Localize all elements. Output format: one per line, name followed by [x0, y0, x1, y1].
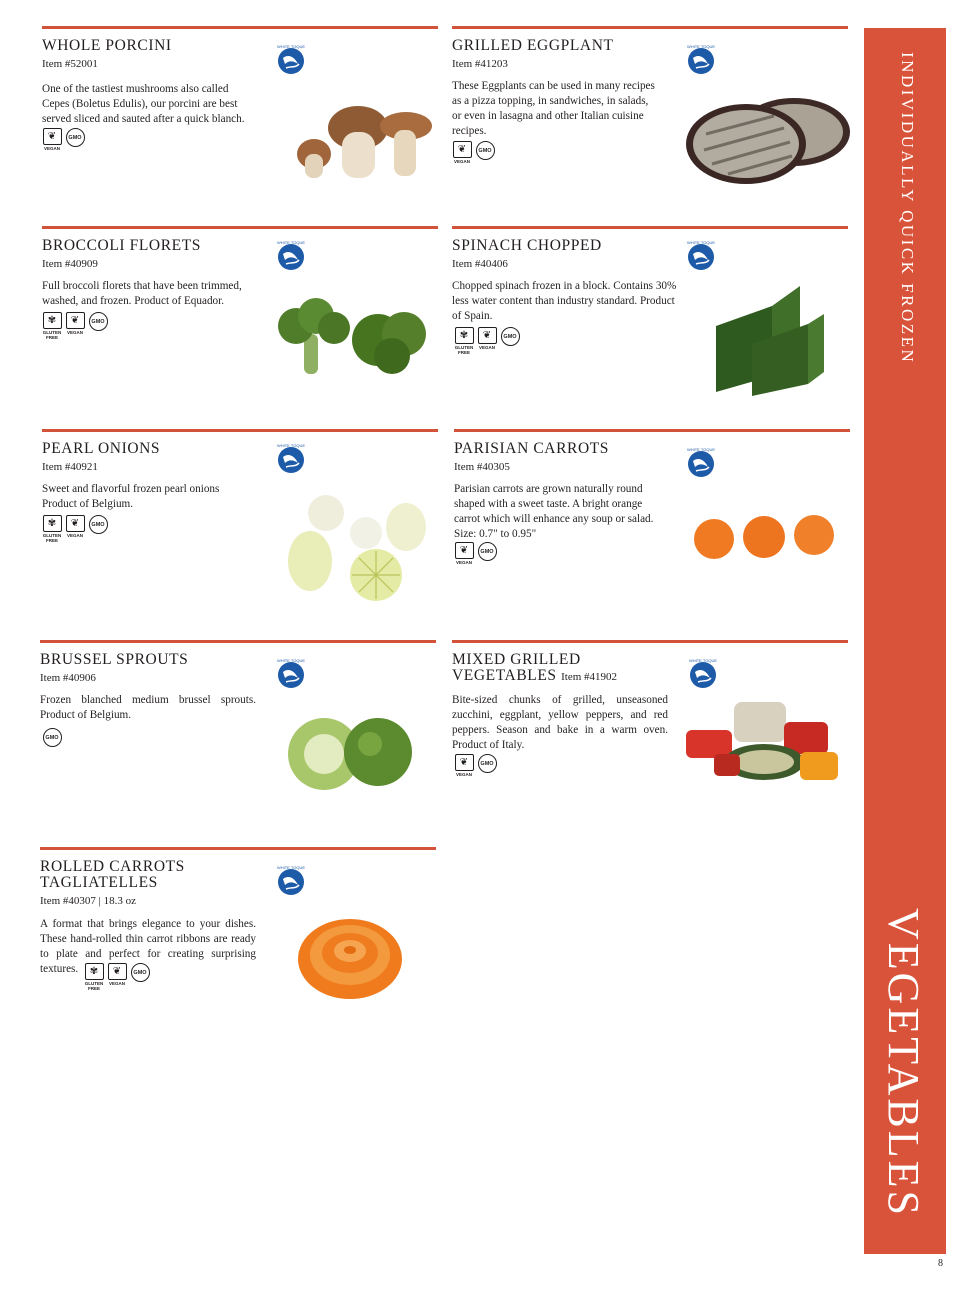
non-gmo-badge: GMO	[477, 542, 497, 561]
diet-badges	[454, 327, 520, 355]
divider	[454, 429, 850, 432]
parisian-carrots-image	[690, 513, 850, 563]
vegan-badge: ❦ VEGAN	[42, 128, 62, 151]
category-sidebar	[864, 28, 946, 1254]
svg-text:WHITE TOQUE: WHITE TOQUE	[686, 240, 716, 245]
white-toque-logo-icon	[274, 656, 308, 690]
mixed-grilled-vegetables-image	[684, 696, 844, 790]
product-title: PARISIAN CARROTS	[454, 440, 610, 457]
white-toque-logo-icon	[686, 656, 720, 690]
product-description: One of the tastiest mushrooms also called Cepes (Boletus Edulis), our porcini are best served sliced and sauted after a quick blanch.	[42, 83, 245, 125]
product-title: BRUSSEL SPROUTS	[40, 651, 189, 668]
divider	[452, 226, 848, 229]
divider	[452, 640, 848, 643]
product-title: ROLLED CARROTS TAGLIATELLES	[40, 858, 185, 891]
item-number: Item #41203	[452, 58, 508, 70]
diet-badges	[42, 128, 85, 151]
non-gmo-badge: GMO	[42, 728, 62, 747]
product-card	[42, 26, 438, 206]
item-number: Item #40906	[40, 672, 96, 684]
product-title	[452, 652, 682, 685]
diet-badges	[454, 754, 497, 777]
diet-badges	[452, 141, 495, 164]
item-number: Item #52001	[42, 58, 98, 70]
rolled-carrot-ribbons-image	[296, 911, 404, 1001]
diet-badges	[454, 542, 497, 565]
vegan-badge: ❦ VEGAN	[107, 963, 127, 986]
product-card	[452, 226, 848, 406]
svg-text:WHITE TOQUE: WHITE TOQUE	[276, 865, 306, 870]
spinach-blocks-image	[712, 284, 832, 396]
divider	[42, 226, 438, 229]
gluten-free-badge: ✾ GLUTEN FREE	[42, 515, 62, 543]
broccoli-florets-image	[274, 296, 434, 380]
product-description: A format that brings elegance to your dishes. These hand-rolled thin carrot ribbons are ready to plate and perfect for creating surprising textures.	[40, 918, 256, 975]
product-title: SPINACH CHOPPED	[452, 237, 602, 254]
product-card	[42, 226, 438, 406]
white-toque-logo-icon	[274, 42, 308, 76]
product-description: Frozen blanched medium brussel sprouts. Product of Belgium.	[40, 694, 256, 721]
white-toque-logo-icon	[274, 863, 308, 897]
product-card	[40, 640, 436, 820]
non-gmo-badge: GMO	[500, 327, 520, 346]
vegan-badge: ❦ VEGAN	[454, 542, 474, 565]
product-title: PEARL ONIONS	[42, 440, 161, 457]
porcini-mushrooms-image	[286, 88, 442, 186]
page-number: 8	[938, 1258, 943, 1269]
product-description: Bite-sized chunks of grilled, unseasoned zucchini, eggplant, yellow peppers, and red peppers. Season and bake in a warm oven. Product of Italy.	[452, 694, 668, 751]
product-description: These Eggplants can be used in many recipes as a pizza topping, in sandwiches, in salads, or even in lasagna and other Italian cuisine recipes.	[452, 80, 655, 137]
white-toque-logo-icon	[274, 238, 308, 272]
item-number: Item #40921	[42, 461, 98, 473]
svg-text:WHITE TOQUE: WHITE TOQUE	[276, 240, 306, 245]
white-toque-logo-icon	[274, 441, 308, 475]
non-gmo-badge: GMO	[477, 754, 497, 773]
product-description: Sweet and flavorful frozen pearl onions Product of Belgium.	[42, 483, 220, 510]
svg-text:WHITE TOQUE: WHITE TOQUE	[688, 658, 718, 663]
vegan-badge: ❦ VEGAN	[65, 312, 85, 335]
sidebar-subtitle: INDIVIDUALLY QUICK FROZEN	[898, 52, 917, 365]
svg-text:WHITE TOQUE: WHITE TOQUE	[686, 44, 716, 49]
product-title: BROCCOLI FLORETS	[42, 237, 202, 254]
product-card	[40, 847, 436, 1027]
vegan-badge: ❦ VEGAN	[452, 141, 472, 164]
vegan-badge: ❦ VEGAN	[454, 754, 474, 777]
product-card	[454, 429, 850, 609]
diet-badges	[84, 963, 150, 991]
diet-badges	[42, 728, 62, 747]
gluten-free-badge: ✾ GLUTEN FREE	[42, 312, 62, 340]
diet-badges	[42, 515, 108, 543]
product-card	[452, 640, 848, 820]
svg-text:WHITE TOQUE: WHITE TOQUE	[276, 658, 306, 663]
product-card	[42, 429, 438, 609]
product-card	[452, 26, 848, 206]
non-gmo-badge: GMO	[65, 128, 85, 147]
product-title-text: MIXED GRILLED VEGETABLES	[452, 651, 581, 684]
non-gmo-badge: GMO	[88, 312, 108, 331]
non-gmo-badge: GMO	[475, 141, 495, 160]
svg-text:WHITE TOQUE: WHITE TOQUE	[276, 443, 306, 448]
product-title: WHOLE PORCINI	[42, 37, 172, 54]
product-description: Full broccoli florets that have been trimmed, washed, and frozen. Product of Equador.	[42, 280, 242, 307]
product-description: Parisian carrots are grown naturally round shaped with a sweet taste. A bright orange carrot which will enhance any soup or salad. Size: 0.7" to 0.95"	[454, 483, 654, 540]
divider	[42, 429, 438, 432]
non-gmo-badge: GMO	[88, 515, 108, 534]
brussel-sprouts-image	[286, 710, 416, 796]
pearl-onions-image	[286, 489, 434, 607]
divider	[452, 26, 848, 29]
grilled-eggplant-image	[684, 84, 854, 190]
vegan-badge: ❦ VEGAN	[65, 515, 85, 538]
item-number: Item #40307 | 18.3 oz	[40, 895, 136, 907]
item-number: Item #41902	[561, 671, 618, 683]
divider	[40, 847, 436, 850]
product-description: Chopped spinach frozen in a block. Contains 30% less water content than industry standard. Product of Spain.	[452, 280, 677, 322]
white-toque-logo-icon	[684, 445, 718, 479]
vegan-badge: ❦ VEGAN	[477, 327, 497, 350]
item-number: Item #40305	[454, 461, 510, 473]
diet-badges	[42, 312, 108, 340]
svg-text:WHITE TOQUE: WHITE TOQUE	[276, 44, 306, 49]
sidebar-title: VEGETABLES	[879, 908, 928, 1219]
white-toque-logo-icon	[684, 42, 718, 76]
gluten-free-badge: ✾ GLUTEN FREE	[454, 327, 474, 355]
gluten-free-badge: ✾ GLUTEN FREE	[84, 963, 104, 991]
item-number: Item #40909	[42, 258, 98, 270]
svg-text:WHITE TOQUE: WHITE TOQUE	[686, 447, 716, 452]
item-number: Item #40406	[452, 258, 508, 270]
divider	[42, 26, 438, 29]
white-toque-logo-icon	[684, 238, 718, 272]
non-gmo-badge: GMO	[130, 963, 150, 982]
product-title: GRILLED EGGPLANT	[452, 37, 614, 54]
divider	[40, 640, 436, 643]
